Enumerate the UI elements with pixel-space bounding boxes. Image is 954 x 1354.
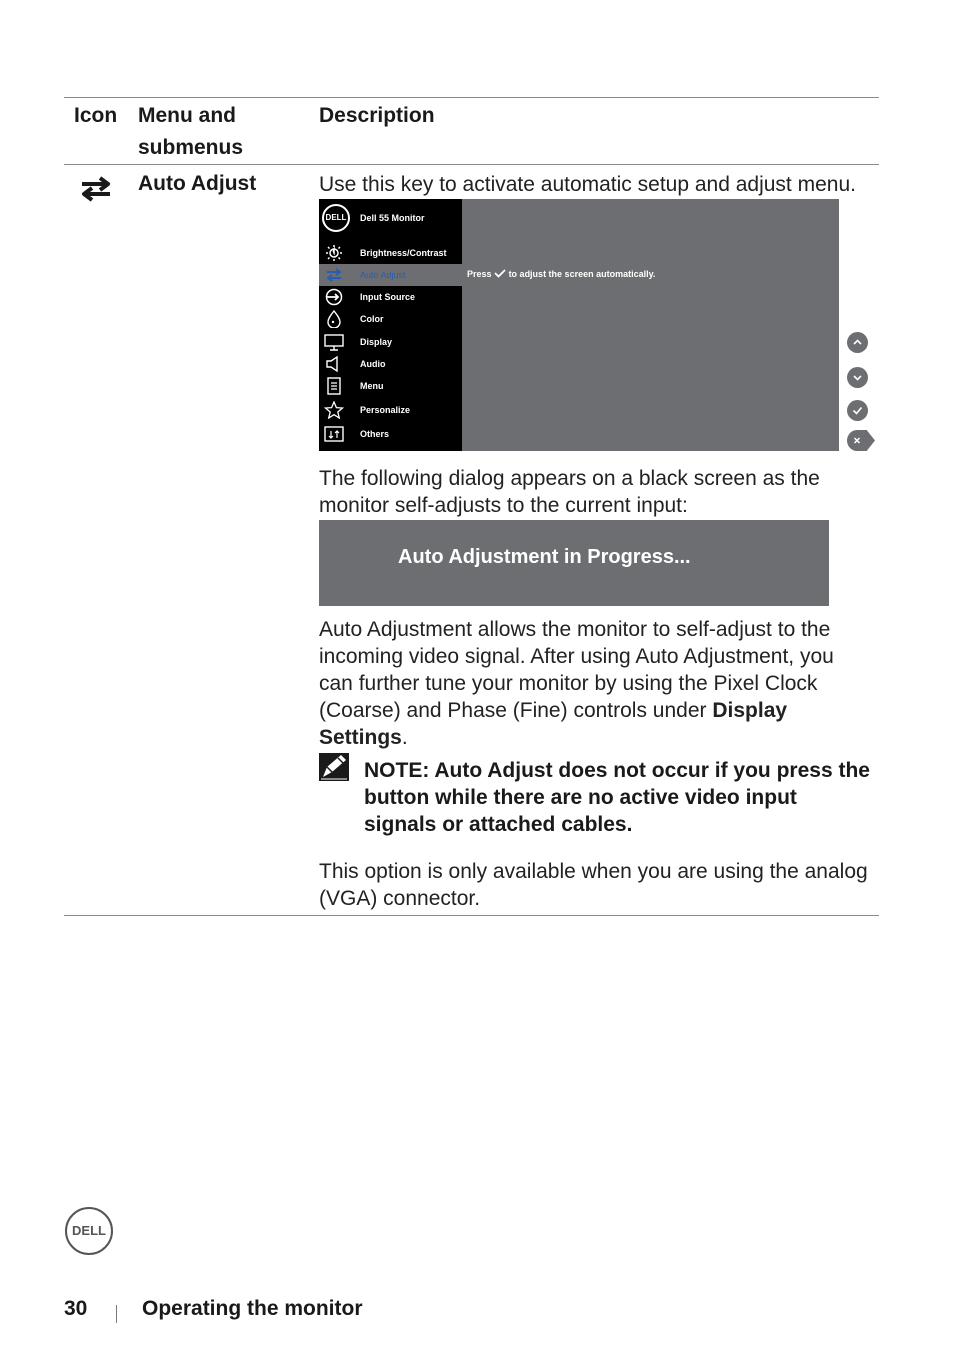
header-description: Description bbox=[319, 104, 435, 127]
confirm-button[interactable] bbox=[847, 400, 868, 421]
down-button[interactable] bbox=[847, 367, 868, 388]
dell-logo-text: DELL bbox=[72, 1223, 106, 1238]
menu-label-auto-adjust: Auto Adjust bbox=[138, 172, 257, 195]
osd-item-label: Personalize bbox=[360, 405, 411, 415]
section-title: Operating the monitor bbox=[142, 1297, 363, 1320]
para-end: . bbox=[401, 726, 408, 749]
osd-item-label: Audio bbox=[360, 359, 386, 369]
table-bottom-rule bbox=[64, 915, 879, 916]
osd-message-suffix: to adjust the screen automatically. bbox=[508, 269, 656, 279]
input-source-icon bbox=[324, 288, 344, 306]
osd-item-color[interactable] bbox=[319, 308, 462, 330]
auto-adjust-icon bbox=[76, 174, 116, 204]
osd-item-label: Auto Adjust bbox=[360, 270, 406, 280]
note-text: NOTE: Auto Adjust does not occur if you press the button while there are no active video input signals or attached cables. bbox=[364, 759, 870, 836]
osd-item-menu[interactable] bbox=[319, 375, 462, 397]
table-top-rule bbox=[64, 97, 879, 98]
osd-screenshot bbox=[319, 199, 839, 451]
up-button[interactable] bbox=[847, 332, 868, 353]
osd-item-brightness-contrast[interactable] bbox=[319, 242, 462, 264]
dialog-intro: The following dialog appears on a black screen as the monitor self-adjusts to the current input: bbox=[319, 467, 820, 517]
brightness-icon bbox=[324, 244, 344, 262]
para-main: Auto Adjustment allows the monitor to self-adjust to the incoming video signal. After using Auto Adjustment, you can further tune your monitor by using the Pixel Clock (Coarse) and Phase (Fine) controls under bbox=[319, 618, 834, 722]
note-icon bbox=[319, 753, 349, 781]
dell-logo bbox=[65, 1207, 113, 1255]
header-icon: Icon bbox=[74, 104, 118, 127]
osd-item-label: Brightness/Contrast bbox=[360, 248, 447, 258]
header-menu: Menu and submenus bbox=[138, 104, 244, 159]
down-icon bbox=[847, 367, 868, 388]
osd-item-audio[interactable] bbox=[319, 353, 462, 375]
close-icon bbox=[847, 430, 877, 451]
vga-note: This option is only available when you are using the analog (VGA) connector. bbox=[319, 860, 868, 910]
check-icon bbox=[847, 400, 868, 421]
osd-item-auto-adjust[interactable] bbox=[319, 264, 462, 286]
color-icon bbox=[324, 310, 344, 328]
display-settings-ref: Display Settings bbox=[319, 699, 788, 749]
auto-adjust-intro: Use this key to activate automatic setup and adjust menu. bbox=[319, 173, 856, 196]
osd-item-label: Input Source bbox=[360, 292, 416, 302]
osd-item-personalize[interactable] bbox=[319, 399, 462, 421]
osd-title: Dell 55 Monitor bbox=[360, 213, 425, 223]
display-icon bbox=[324, 333, 344, 351]
osd-item-display[interactable] bbox=[319, 331, 462, 353]
footer-separator bbox=[116, 1305, 117, 1323]
osd-item-input-source[interactable] bbox=[319, 286, 462, 308]
check-icon bbox=[494, 269, 506, 278]
osd-message bbox=[467, 267, 655, 281]
auto-adjust-progress-dialog bbox=[319, 520, 829, 606]
others-icon bbox=[324, 425, 344, 443]
up-icon bbox=[847, 332, 868, 353]
menu-icon bbox=[324, 377, 344, 395]
auto-adjust-icon bbox=[324, 266, 344, 284]
dialog-text: Auto Adjustment in Progress... bbox=[398, 546, 691, 568]
exit-button[interactable] bbox=[847, 430, 867, 451]
dell-logo-icon: DELL bbox=[322, 204, 350, 232]
osd-message-prefix: Press bbox=[467, 269, 492, 279]
auto-adjust-explanation bbox=[319, 616, 869, 751]
page-number: 30 bbox=[64, 1297, 88, 1320]
osd-item-label: Menu bbox=[360, 381, 384, 391]
osd-item-others[interactable] bbox=[319, 423, 462, 445]
osd-sidebar bbox=[319, 199, 462, 451]
table-header-rule bbox=[64, 164, 879, 165]
osd-item-label: Others bbox=[360, 429, 390, 439]
audio-icon bbox=[324, 355, 344, 373]
personalize-icon bbox=[324, 401, 344, 419]
osd-item-label: Display bbox=[360, 337, 393, 347]
osd-item-label: Color bbox=[360, 314, 384, 324]
